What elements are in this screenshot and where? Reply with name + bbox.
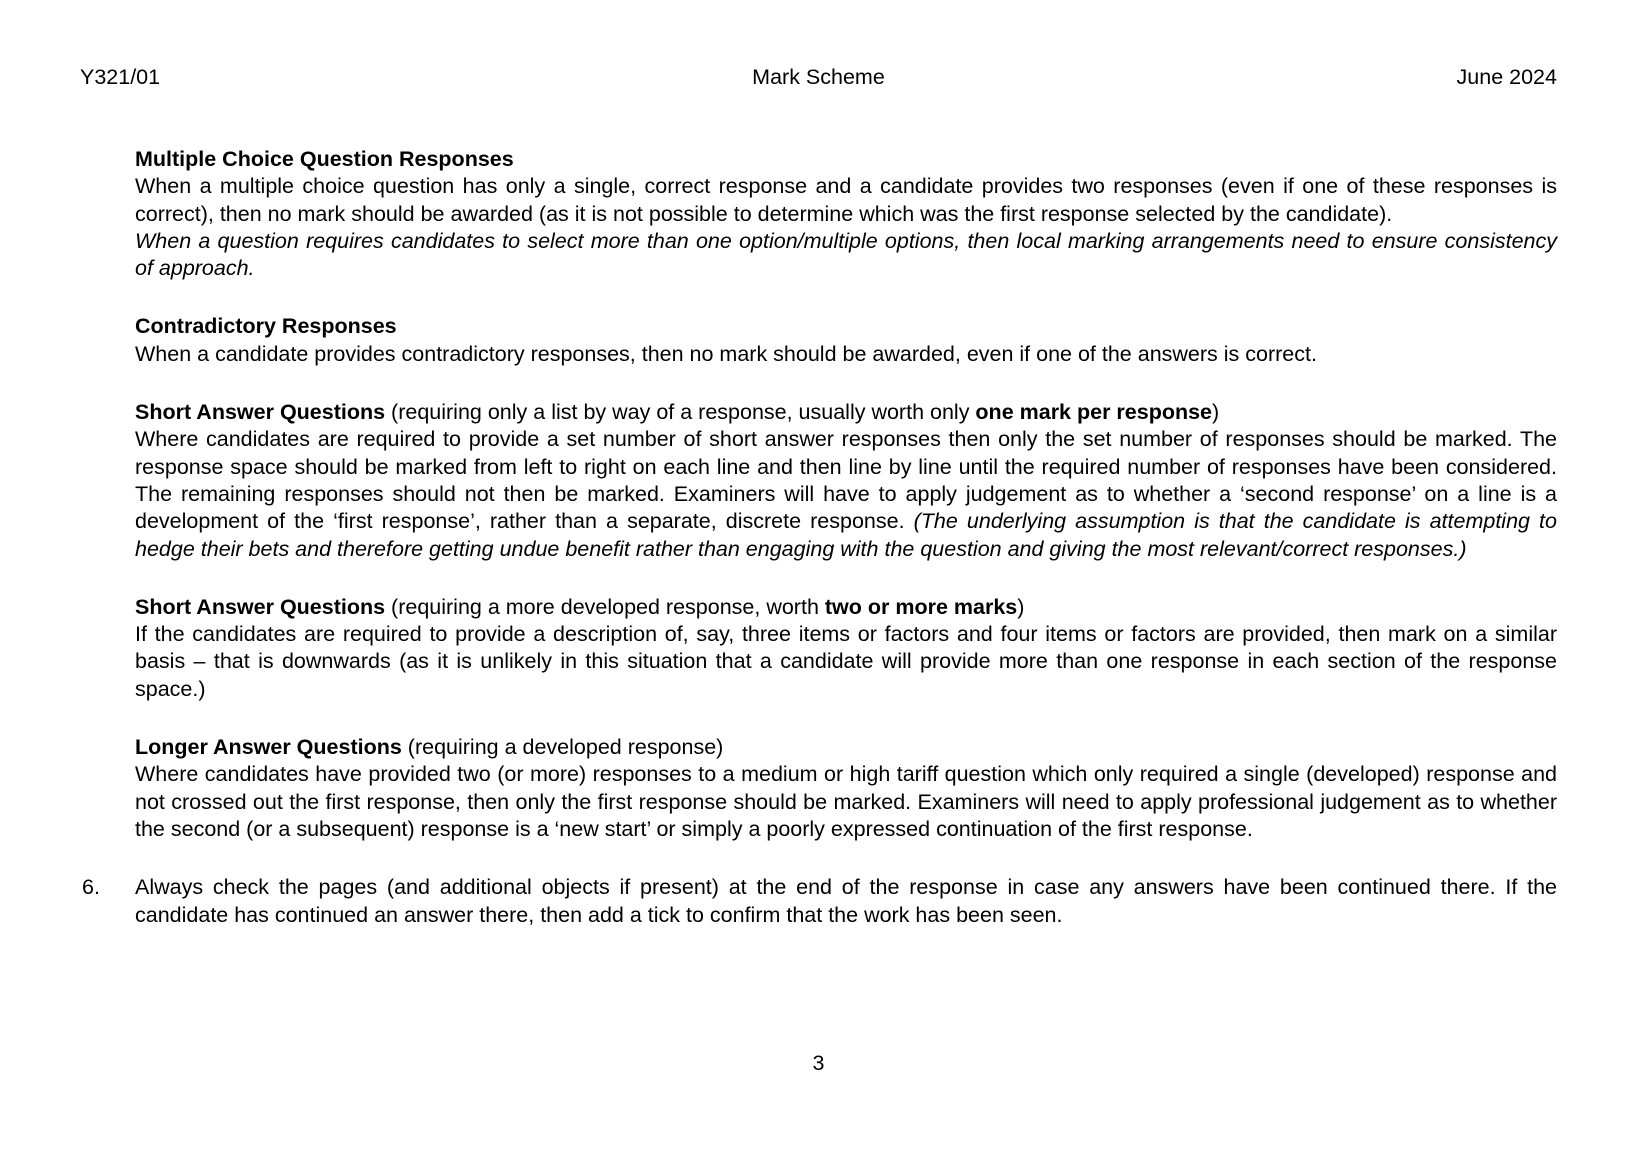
section-paragraph-italic: When a question requires candidates to select more than one option/multiple options, then local marking arrangements need to ensure consistency of approach. xyxy=(135,228,1557,281)
section-paragraph: When a candidate provides contradictory responses, then no mark should be awarded, even if one of the answers is correct. xyxy=(135,341,1317,366)
section-multiple-choice xyxy=(135,146,1557,282)
page-header xyxy=(80,64,1557,91)
header-title: Mark Scheme xyxy=(752,65,885,89)
section-heading: Longer Answer Questions (requiring a developed response) xyxy=(135,735,724,760)
section-heading: Multiple Choice Question Responses xyxy=(135,147,514,171)
header-date: June 2024 xyxy=(1456,65,1557,89)
section-heading: Short Answer Questions (requiring only a list by way of a response, usually worth only one mark per response) xyxy=(135,400,1220,425)
section-paragraph: Where candidates have provided two (or more) responses to a medium or high tariff question which only required a single (developed) response and not crossed out the first response, then only the first response should be marked. Examiners will need to apply professional judgement as to whether the second (or a subsequent) response is a ‘new start’ or simply a poorly expressed continuation of the first response. xyxy=(135,762,1557,841)
section-contradictory xyxy=(135,313,1557,368)
section-short-answer-list xyxy=(135,399,1557,563)
section-heading: Contradictory Responses xyxy=(135,314,397,339)
page-footer xyxy=(0,1051,1637,1076)
section-paragraph: If the candidates are required to provide a description of, say, three items or factors and four items or factors are provided, then mark on a similar basis – that is downwards (as it is unlikely in this situation that a candidate will provide more than one response in each section of the response space.) xyxy=(135,622,1557,701)
header-doc-code: Y321/01 xyxy=(80,65,161,89)
section-paragraph: When a multiple choice question has only a single, correct response and a candidate provides two responses (even if one of these responses is correct), then no mark should be awarded (as it is not possible to determine which was the first response selected by the candidate). xyxy=(135,174,1557,226)
item-text: Always check the pages (and additional objects if present) at the end of the response in case any answers have been continued there. If the candidate has continued an answer there, then add a tick to confirm that the work has been seen. xyxy=(135,875,1557,927)
item-number: 6. xyxy=(82,875,100,900)
document-body xyxy=(82,146,1557,929)
section-longer-answer xyxy=(135,734,1557,843)
section-short-answer-developed xyxy=(135,594,1557,703)
section-paragraph: Where candidates are required to provide a set number of short answer responses then only the set number of responses should be marked. The response space should be marked from left to right on each line and then line by line until the required number of responses have been considered. The remaining responses should not then be marked. Examiners will have to apply judgement as to whether a ‘second response’ on a line is a development of the ‘first response’, rather than a separate, discrete response. (The underlying assumption is that the candidate is attempting to hedge their bets and therefore getting undue benefit rather than engaging with the question and giving the most relevant/correct responses.) xyxy=(135,427,1557,561)
numbered-item-6 xyxy=(82,874,1557,929)
page-number: 3 xyxy=(812,1051,825,1075)
section-heading: Short Answer Questions (requiring a more developed response, worth two or more marks) xyxy=(135,594,1025,619)
